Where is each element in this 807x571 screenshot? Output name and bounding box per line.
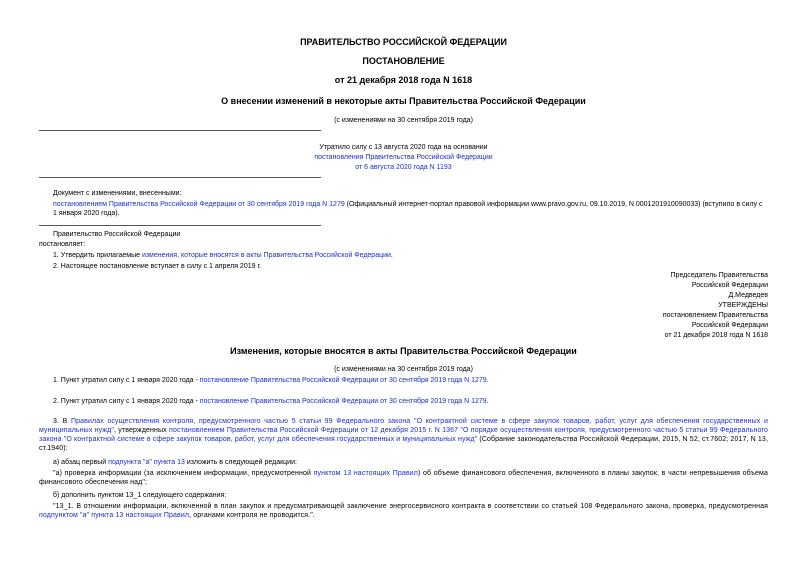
quote-13-1: "13_1. В отношении информации, включенной в план закупок и предусматривающей заключение энергосервисного контракта в соответствии со статьей 108 Федерального закона, проверка, предусмотренная подпунктом "а" пункта 13 настоящих Правил, органами контроля не проводится.". xyxy=(39,503,768,519)
annex-amendment-note: (с изменениями на 30 сентября 2019 года) xyxy=(334,366,473,373)
lost-force-link[interactable]: постановления Правительства Российской Федерации xyxy=(314,154,493,161)
doc-title: О внесении изменений в некоторые акты Правительства Российской Федерации xyxy=(221,96,586,106)
preamble-line: Правительство Российской Федерации xyxy=(53,231,181,238)
subitem-a-link[interactable]: подпункта "а" пункта 13 xyxy=(108,459,185,466)
doc-date-heading: от 21 декабря 2018 года N 1618 xyxy=(334,75,473,85)
changes-link[interactable]: постановлением Правительства Российской Федерации от 30 сентября 2019 года N 1279 xyxy=(53,201,345,208)
annex-title: Изменения, которые вносятся в акты Правительства Российской Федерации xyxy=(230,346,577,356)
lost-force-line: Утратило силу с 13 августа 2020 года на основании xyxy=(319,144,488,151)
divider xyxy=(39,130,321,131)
amendment-note: (с изменениями на 30 сентября 2019 года) xyxy=(334,117,473,124)
subitem-a: а) абзац первый подпункта "а" пункта 13 изложить в следующей редакции: xyxy=(53,459,297,466)
authority-heading: ПРАВИТЕЛЬСТВО РОССИЙСКОЙ ФЕДЕРАЦИИ xyxy=(300,37,507,47)
annex-item-2-link[interactable]: постановление Правительства Российской Федерации от 30 сентября 2019 года N 1279 xyxy=(199,398,487,405)
subitem-b: б) дополнить пунктом 13_1 следующего содержания: xyxy=(53,492,227,499)
resolution-item-1: 1. Утвердить прилагаемые изменения, которые вносятся в акты Правительства Российской Федерации. xyxy=(53,252,393,259)
annex-link[interactable]: изменения, которые вносятся в акты Правительства Российской Федерации xyxy=(141,252,391,259)
subpoint-a-13-link[interactable]: подпунктом "а" пункта 13 настоящих Правил xyxy=(39,512,190,519)
lost-force-link-date[interactable]: от 6 августа 2020 года N 1193 xyxy=(355,164,452,171)
annex-item-1: 1. Пункт утратил силу с 1 января 2020 года - постановление Правительства Российской Федерации от 30 сентября 2019 года N 1279. xyxy=(53,377,489,384)
changes-label: Документ с изменениями, внесенными: xyxy=(53,190,182,197)
signature-block: Председатель Правительства Российской Федерации Д.Медведев УТВЕРЖДЕНЫ постановлением Правительства Российской Федерации от 21 декабря 2018 года N 1618 xyxy=(662,272,768,339)
point-13-link[interactable]: пунктом 13 настоящих Правил xyxy=(313,470,418,477)
annex-item-1-link[interactable]: постановление Правительства Российской Федерации от 30 сентября 2019 года N 1279 xyxy=(199,377,487,384)
changes-text: постановлением Правительства Российской Федерации от 30 сентября 2019 года N 1279 (Официальный интернет-портал правовой информации www.pravo.gov.ru, 09.10.2019, N 0001201910090033) (вступило в силу с 1 января 2020 года). xyxy=(53,201,763,217)
annex-item-2: 2. Пункт утратил силу с 1 января 2020 года - постановление Правительства Российской Федерации от 30 сентября 2019 года N 1279. xyxy=(53,398,489,405)
rules-link[interactable]: Правилах осуществления контроля, предусмотренного частью 5 статьи 99 Федерального закона "О контрактной системе в сфере закупок товаров, работ, услуг для обеспечения государственных и муниципальных нужд" xyxy=(39,418,768,434)
preamble-resolves: постановляет: xyxy=(39,241,86,248)
decree-1367-link[interactable]: постановлением Правительства Российской Федерации от 12 декабря 2015 г. N 1367 "О порядке осуществления контроля, предусмотренного частью 5 статьи 99 Федерального закона "О контрактной системе в сфере закупок товаров, работ, услуг для обеспечения государственных и муниципальных нужд" xyxy=(39,427,768,443)
divider xyxy=(39,225,321,226)
annex-item-3: 3. В Правилах осуществления контроля, предусмотренного частью 5 статьи 99 Федерального закона "О контрактной системе в сфере закупок товаров, работ, услуг для обеспечения государственных и муниципальных нужд", утвержденных постановлением Правительства Российской Федерации от 12 декабря 2015 г. N 1367 "О порядке осуществления контроля, предусмотренного частью 5 статьи 99 Федерального закона "О контрактной системе в сфере закупок товаров, работ, услуг для обеспечения государственных и муниципальных нужд" (Собрание законодательства Российской Федерации, 2015, N 52, ст.7602; 2017, N 13, ст.1940): xyxy=(39,418,769,452)
resolution-item-2: 2. Настоящее постановление вступает в силу с 1 апреля 2019 г. xyxy=(53,263,262,270)
divider xyxy=(39,177,321,178)
quote-a: "а) проверка информации (за исключением информации, предусмотренной пунктом 13 настоящих Правил) об объеме финансового обеспечения, включенного в планы закупок, в части непревышения объема финансового обеспечения над"; xyxy=(39,470,768,486)
doc-type-heading: ПОСТАНОВЛЕНИЕ xyxy=(362,56,445,66)
